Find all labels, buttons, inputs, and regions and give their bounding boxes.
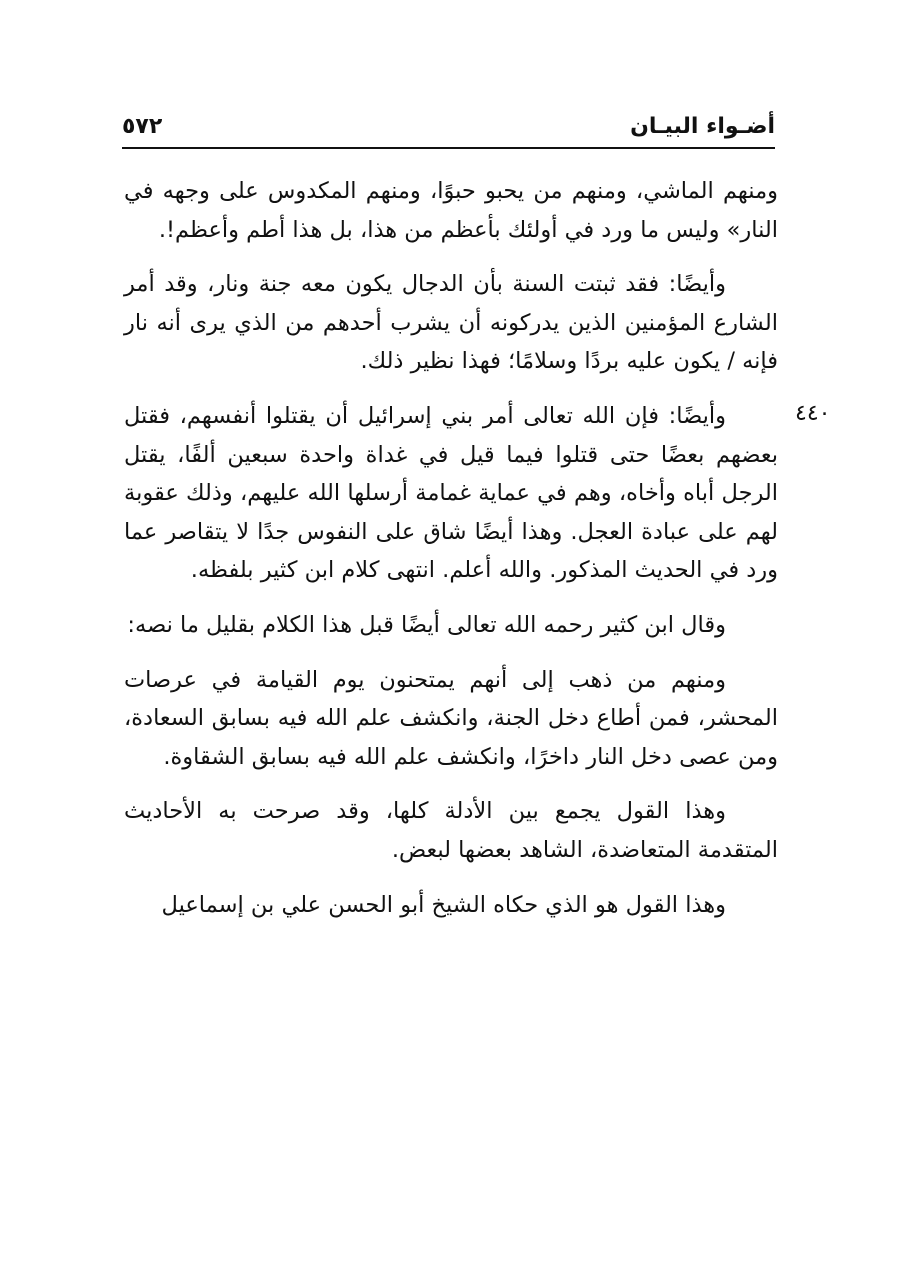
paragraph-2: وأيضًا: فقد ثبتت السنة بأن الدجال يكون معه جنة ونار، وقد أمر الشارع المؤمنين الذين يدركونه أن يشرب أحدهم من الذي يرى أنه نار فإنه / يكون عليه بردًا وسلامًا؛ فهذا نظير ذلك. bbox=[124, 271, 778, 375]
paragraph-4: وقال ابن كثير رحمه الله تعالى أيضًا قبل هذا الكلام بقليل ما نصه: bbox=[127, 611, 726, 638]
paragraph-7: وهذا القول هو الذي حكاه الشيخ أبو الحسن علي بن إسماعيل bbox=[161, 891, 726, 918]
paragraph-1: ومنهم الماشي، ومنهم من يحبو حبوًا، ومنهم المكدوس على وجهه في النار» وليس ما ورد في أولئك بأعظم من هذا، بل هذا أطم وأعظم!. bbox=[124, 178, 778, 243]
main-text bbox=[124, 172, 778, 940]
book-title: أضـواء البيـان bbox=[630, 114, 775, 139]
margin-page-marker: ٤٤٠ bbox=[795, 401, 831, 426]
paragraph-6: وهذا القول يجمع بين الأدلة كلها، وقد صرحت به الأحاديث المتقدمة المتعاضدة، الشاهد بعضها لبعض. bbox=[124, 798, 778, 863]
page-header bbox=[122, 108, 775, 146]
paragraph-3: وأيضًا: فإن الله تعالى أمر بني إسرائيل أن يقتلوا أنفسهم، فقتل بعضهم بعضًا حتى قتلوا فيما قيل في غداة واحدة سبعين ألفًا، يقتل الرجل أباه وأخاه، وهم في عماية غمامة أرسلها الله عليهم، وذلك عقوبة لهم على عبادة العجل. وهذا أيضًا شاق على النفوس جدًا لا يتقاصر عما ورد في الحديث المذكور. والله أعلم. انتهى كلام ابن كثير بلفظه. bbox=[124, 402, 778, 584]
paragraph-5: ومنهم من ذهب إلى أنهم يمتحنون يوم القيامة في عرصات المحشر، فمن أطاع دخل الجنة، وانكشف علم الله فيه بسابق السعادة، ومن عصى دخل النار داخرًا، وانكشف علم الله فيه بسابق الشقاوة. bbox=[124, 666, 778, 770]
page-number: ٥٧٢ bbox=[122, 114, 163, 139]
header-divider bbox=[122, 147, 775, 149]
